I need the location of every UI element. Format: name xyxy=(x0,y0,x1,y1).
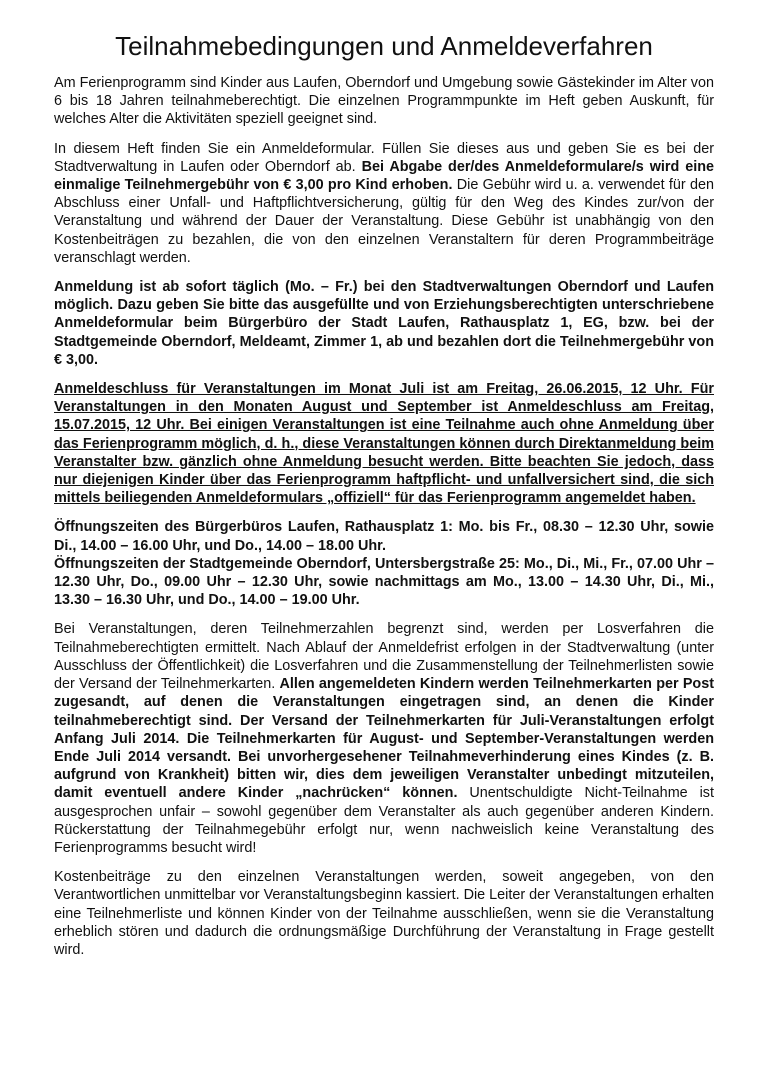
registration-form-text: In diesem Heft finden Sie ein Anmeldeformular. Füllen Sie dieses aus und geben Sie es bei der Stadtverwaltung in Laufen oder Oberndorf ab. xyxy=(54,140,714,175)
paragraph-lottery-procedure xyxy=(54,620,714,857)
opening-hours-oberndorf: Öffnungszeiten der Stadtgemeinde Oberndorf, Untersbergstraße 25: Mo., Di., Mi., Fr., 07.00 Uhr – 12.30 Uhr, Do., 09.00 Uhr – 12.30 Uhr, sowie nachmittags am Mo., 13.00 – 14.30 Uhr, Di., Mi., 13.30 – 16.30 Uhr, und Do., 14.00 – 19.00 Uhr. xyxy=(54,555,714,609)
fee-notice: Bei Abgabe der/des Anmeldeformulare/s wird eine einmalige Teilnehmergebühr von € 3,00 pro Kind erhoben. xyxy=(54,158,714,194)
paragraph-eligibility: Am Ferienprogramm sind Kinder aus Laufen, Oberndorf und Umgebung sowie Gästekinder im Alter von 6 bis 18 Jahren teilnahmeberechtigt. Die einzelnen Programmpunkte im Heft geben Auskunft, für welches Alter die Aktivitäten speziell geeignet sind. xyxy=(54,75,714,128)
page-title: Teilnahmebedingungen und Anmeldeverfahren xyxy=(115,31,653,61)
paragraph-registration-form xyxy=(54,140,714,267)
refund-policy: Unentschuldigte Nicht-Teilnahme ist ausgesprochen unfair – sowohl gegenüber dem Veranstalter als auch gegenüber anderen Kindern. Rückerstattung der Teilnahmegebühr erfolgt nur, wenn nachweislich keine Veranstaltung des Ferienprogramms besucht wird! xyxy=(54,785,714,856)
paragraph-registration-process: Anmeldung ist ab sofort täglich (Mo. – Fr.) bei den Stadtverwaltungen Oberndorf und Laufen möglich. Dazu geben Sie bitte das ausgefüllte und von Erziehungsberechtigten unterschriebene Anmeldeformular beim Bürgerbüro der Stadt Laufen, Rathausplatz 1, EG, bzw. bei der Stadtgemeinde Oberndorf, Meldeamt, Zimmer 1, ab und bezahlen dort die Teilnehmergebühr von € 3,00. xyxy=(54,279,714,368)
participant-cards-notice: Allen angemeldeten Kindern werden Teilnehmerkarten per Post zugesandt, auf denen die Veranstaltungen eingetragen sind, an denen die Kinder teilnahmeberechtigt sind. Der Versand der Teilnehmerkarten für Juli-Veranstaltungen erfolgt Anfang Juli 2014. Die Teilnehmerkarten für August- und September-Veranstaltungen werden Ende Juli 2014 versandt. Bei unvorhergesehener Teilnahmeverhinderung eines Kindes (z. B. aufgrund von Krankheit) bitten wir, dies dem jeweiligen Veranstalter unbedingt mitzuteilen, damit eventuell andere Kinder „nachrücken“ können. xyxy=(54,676,714,802)
document-page xyxy=(54,30,714,970)
paragraph-fees-collection: Kostenbeiträge zu den einzelnen Veranstaltungen werden, soweit angegeben, von den Verantwortlichen unmittelbar vor Veranstaltungsbeginn kassiert. Die Leiter der Veranstaltungen erhalten eine Teilnehmerliste und können Kinder von der Teilnahme ausschließen, wenn sie die Veranstaltung erheblich stören und dadurch die ordnungsmäßige Durchführung der Veranstaltung in Frage gestellt wird. xyxy=(54,869,714,958)
paragraph-registration-deadline: Anmeldeschluss für Veranstaltungen im Monat Juli ist am Freitag, 26.06.2015, 12 Uhr. Für Veranstaltungen in den Monaten August und September ist Anmeldeschluss am Freitag, 15.07.2015, 12 Uhr. Bei einigen Veranstaltungen ist eine Teilnahme auch ohne Anmeldung über das Ferienprogramm möglich, d. h., diese Veranstaltungen können durch Direktanmeldung beim Veranstalter bzw. gänzlich ohne Anmeldung besucht werden. Bitte beachten Sie jedoch, dass nur diejenigen Kinder über das Ferienprogramm haftpflicht- und unfallversichert sind, die sich mittels beiliegenden Anmeldeformulars „offiziell“ für das Ferienprogramm angemeldet haben. xyxy=(54,381,714,507)
fee-details: Die Gebühr wird u. a. verwendet für den Abschluss einer Unfall- und Haftpflichtversicherung, gültig für den Weg des Kindes zur/von der Veranstaltung und während der Dauer der Veranstaltung. Diese Gebühr ist unabhängig von den Kostenbeiträgen zu bezahlen, die von den einzelnen Veranstaltern für deren Programmbeiträge veranschlagt werden. xyxy=(54,177,715,266)
opening-hours-laufen: Öffnungszeiten des Bürgerbüros Laufen, Rathausplatz 1: Mo. bis Fr., 08.30 – 12.30 Uhr, sowie Di., 14.00 – 16.00 Uhr, und Do., 14.00 – 18.00 Uhr. xyxy=(54,519,714,554)
lottery-text: Bei Veranstaltungen, deren Teilnehmerzahlen begrenzt sind, werden per Losverfahren die Teilnahmeberechtigten ermittelt. Nach Ablauf der Anmeldefrist erfolgen in der Stadtverwaltung (unter Ausschluss der Öffentlichkeit) die Losverfahren und die Zusammenstellung der Teilnehmerlisten sowie der Versand der Teilnehmerkarten. xyxy=(54,621,714,693)
